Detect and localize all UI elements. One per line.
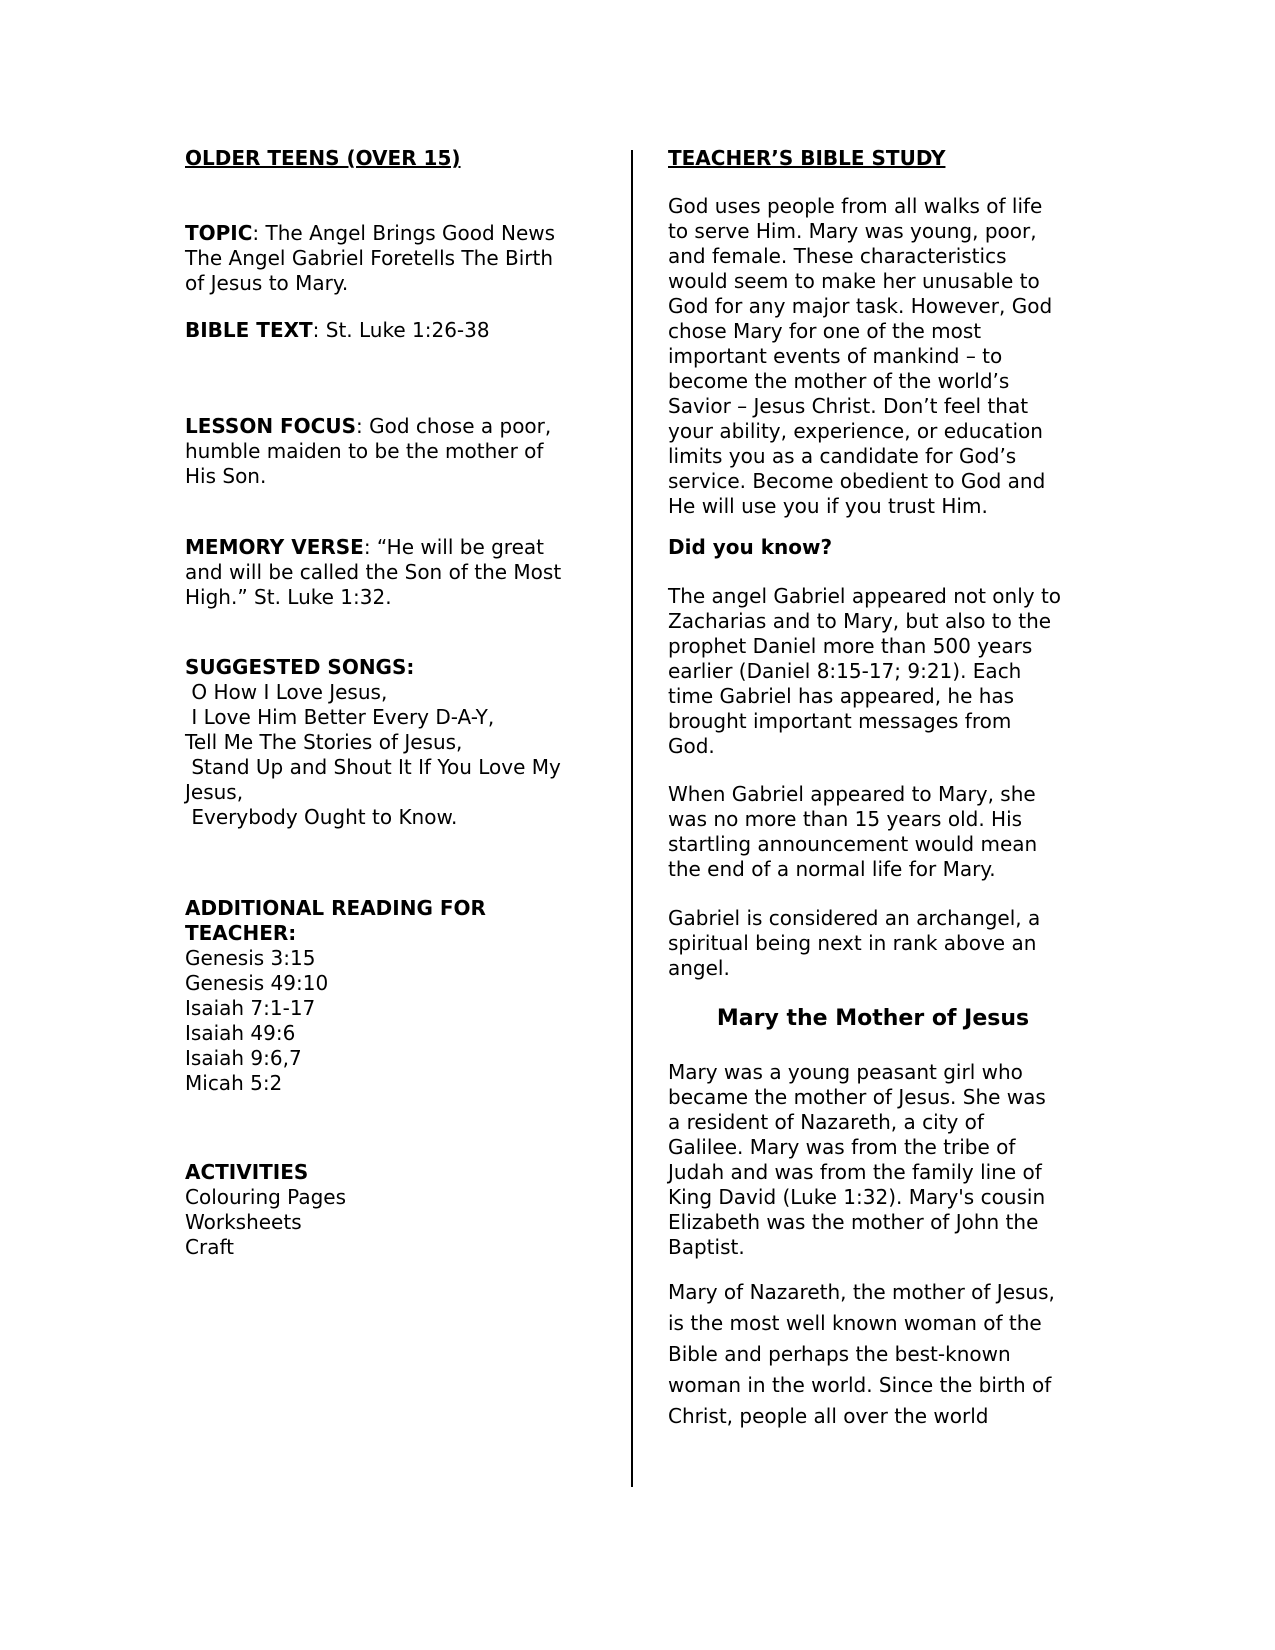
study-line: to serve Him. Mary was young, poor,: [668, 219, 1037, 243]
topic-line: of Jesus to Mary.: [185, 271, 349, 295]
activities-block: [185, 1160, 615, 1260]
mary-line: King David (Luke 1:32). Mary's cousin: [668, 1185, 1046, 1209]
reading-item: Isaiah 9:6,7: [185, 1046, 302, 1070]
lesson-heading: OLDER TEENS (OVER 15): [185, 146, 461, 170]
mary-line: Elizabeth was the mother of John the: [668, 1210, 1039, 1234]
study-line: service. Become obedient to God and: [668, 469, 1046, 493]
bible-text-label: BIBLE TEXT: [185, 318, 313, 342]
topic-block: [185, 221, 615, 296]
song-line: Everybody Ought to Know.: [185, 805, 458, 829]
mary-line: Judah and was from the family line of: [668, 1160, 1042, 1184]
song-line: Stand Up and Shout It If You Love My: [185, 755, 561, 779]
gabriel-line: The angel Gabriel appeared not only to: [668, 584, 1062, 608]
mary-line: Christ, people all over the world: [668, 1404, 989, 1428]
gabriel-line: prophet Daniel more than 500 years: [668, 634, 1033, 658]
reading-item: Genesis 3:15: [185, 946, 316, 970]
activity-item: Colouring Pages: [185, 1185, 347, 1209]
mary-line: Bible and perhaps the best-known: [668, 1342, 1011, 1366]
gabriel-line: the end of a normal life for Mary.: [668, 857, 996, 881]
study-line: He will use you if you trust Him.: [668, 494, 988, 518]
mary-line: Baptist.: [668, 1235, 745, 1259]
bible-text-block: [185, 318, 615, 343]
song-line: O How I Love Jesus,: [185, 680, 388, 704]
column-divider: [631, 150, 633, 1487]
gabriel-paragraph-2: [668, 782, 1098, 882]
mary-line: Mary of Nazareth, the mother of Jesus,: [668, 1280, 1055, 1304]
mary-line: woman in the world. Since the birth of: [668, 1373, 1052, 1397]
study-line: become the mother of the world’s: [668, 369, 1010, 393]
memory-verse-line: : “He will be great: [363, 535, 544, 559]
gabriel-line: spiritual being next in rank above an: [668, 931, 1037, 955]
mary-line: Galilee. Mary was from the tribe of: [668, 1135, 1016, 1159]
study-line: important events of mankind – to: [668, 344, 1003, 368]
topic-line: : The Angel Brings Good News: [252, 221, 556, 245]
activities-label: ACTIVITIES: [185, 1160, 309, 1184]
topic-line: The Angel Gabriel Foretells The Birth: [185, 246, 553, 270]
songs-label: SUGGESTED SONGS:: [185, 655, 415, 679]
memory-verse-line: and will be called the Son of the Most: [185, 560, 562, 584]
gabriel-line: When Gabriel appeared to Mary, she: [668, 782, 1036, 806]
reading-label: ADDITIONAL READING FOR: [185, 896, 486, 920]
mary-line: became the mother of Jesus. She was: [668, 1085, 1046, 1109]
lesson-focus-line: His Son.: [185, 464, 267, 488]
lesson-focus-block: [185, 414, 615, 489]
reading-item: Isaiah 49:6: [185, 1021, 296, 1045]
reading-item: Isaiah 7:1-17: [185, 996, 316, 1020]
activity-item: Worksheets: [185, 1210, 302, 1234]
gabriel-paragraph-1: [668, 584, 1098, 759]
gabriel-line: Zacharias and to Mary, but also to the: [668, 609, 1052, 633]
activity-item: Craft: [185, 1235, 234, 1259]
reading-item: Micah 5:2: [185, 1071, 283, 1095]
memory-verse-label: MEMORY VERSE: [185, 535, 364, 559]
study-line: chose Mary for one of the most: [668, 319, 982, 343]
additional-reading-block: [185, 896, 615, 1096]
gabriel-paragraph-3: [668, 906, 1098, 981]
mary-section-title: Mary the Mother of Jesus: [716, 1006, 1030, 1031]
study-line: Savior – Jesus Christ. Don’t feel that: [668, 394, 1029, 418]
gabriel-line: time Gabriel has appeared, he has: [668, 684, 1015, 708]
songs-block: [185, 655, 615, 830]
lesson-focus-label: LESSON FOCUS: [185, 414, 357, 438]
study-line: God for any major task. However, God: [668, 294, 1053, 318]
study-line: limits you as a candidate for God’s: [668, 444, 1017, 468]
mary-paragraph-1: [668, 1060, 1098, 1260]
gabriel-line: angel.: [668, 956, 730, 980]
bible-study-heading: TEACHER’S BIBLE STUDY: [668, 146, 946, 170]
song-line: Tell Me The Stories of Jesus,: [185, 730, 463, 754]
gabriel-line: brought important messages from: [668, 709, 1012, 733]
song-line: I Love Him Better Every D-A-Y,: [185, 705, 495, 729]
study-line: and female. These characteristics: [668, 244, 1007, 268]
lesson-focus-line: humble maiden to be the mother of: [185, 439, 544, 463]
gabriel-line: was no more than 15 years old. His: [668, 807, 1023, 831]
gabriel-line: God.: [668, 734, 715, 758]
bible-text-value: : St. Luke 1:26-38: [312, 318, 490, 342]
study-line: your ability, experience, or education: [668, 419, 1043, 443]
gabriel-line: startling announcement would mean: [668, 832, 1038, 856]
gabriel-line: earlier (Daniel 8:15-17; 9:21). Each: [668, 659, 1022, 683]
did-you-know-heading: Did you know?: [668, 535, 833, 559]
study-line: God uses people from all walks of life: [668, 194, 1043, 218]
song-line: Jesus,: [185, 780, 244, 804]
mary-line: a resident of Nazareth, a city of: [668, 1110, 984, 1134]
lesson-focus-line: : God chose a poor,: [356, 414, 552, 438]
study-line: would seem to make her unusable to: [668, 269, 1040, 293]
reading-label: TEACHER:: [185, 921, 297, 945]
reading-item: Genesis 49:10: [185, 971, 329, 995]
bible-study-paragraph: [668, 194, 1098, 519]
mary-paragraph-2: [668, 1277, 1098, 1432]
gabriel-line: Gabriel is considered an archangel, a: [668, 906, 1041, 930]
memory-verse-line: High.” St. Luke 1:32.: [185, 585, 392, 609]
memory-verse-block: [185, 535, 615, 610]
topic-label: TOPIC: [185, 221, 253, 245]
mary-line: Mary was a young peasant girl who: [668, 1060, 1023, 1084]
mary-line: is the most well known woman of the: [668, 1311, 1042, 1335]
